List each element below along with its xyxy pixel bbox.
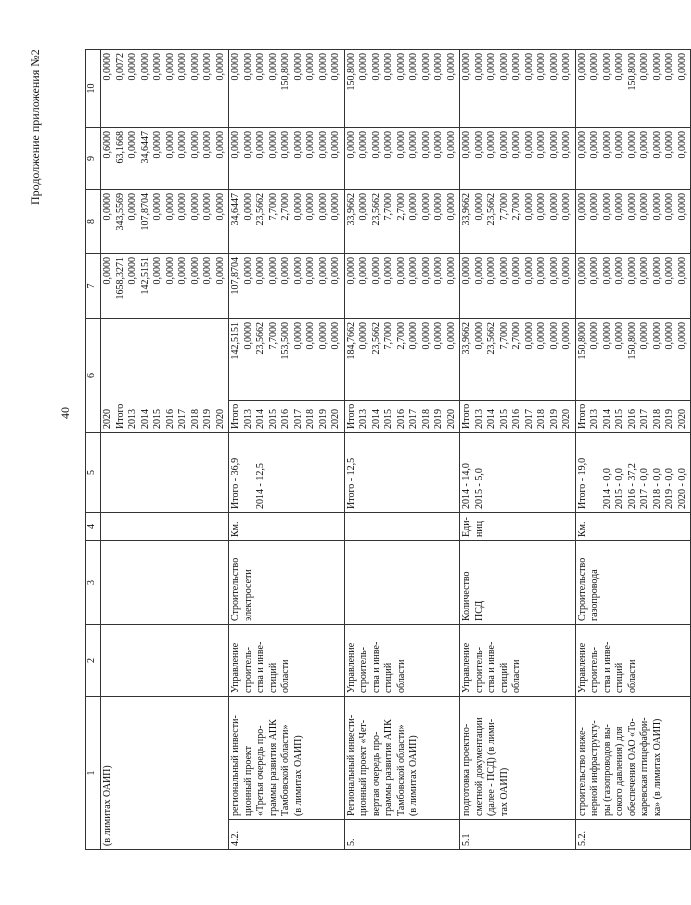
page-number: 40 [58, 407, 72, 419]
value-cell: 0,0000 0,0000 0,0000 0,0000 0,0000 0,0000 0,0000 0,0000 0,0000 [460, 254, 576, 319]
value-cell: 33,9662 0,0000 23,5662 7,7000 2,7000 0,0000 0,0000 0,0000 0,0000 [460, 319, 576, 401]
row-number: 5.2. [575, 820, 691, 850]
executor-cell: Управление строитель- ства и инве- стиций области [344, 625, 460, 697]
value-cell: 0,0000 0,0000 0,0000 0,0000 0,0000 0,0000 0,0000 0,0000 0,0000 [575, 128, 691, 190]
column-number: 10 [86, 50, 101, 128]
value-cell: 0,0000 0,0072 0,0000 0,0000 0,0000 0,0000 0,0000 0,0000 0,0000 0,0000 [101, 50, 229, 128]
value-cell: 0,6000 63,1668 0,0000 34,6447 0,0000 0,0000 0,0000 0,0000 0,0000 0,0000 [101, 128, 229, 190]
value-cell: 0,0000 1658,3271 0,0000 142,5151 0,0000 0,0000 0,0000 0,0000 0,0000 0,0000 [101, 254, 229, 319]
table-row [575, 50, 691, 850]
unit-cell: Еди- ниц [460, 513, 576, 541]
value-cell: 33,9662 0,0000 23,5662 7,7000 2,7000 0,0000 0,0000 0,0000 0,0000 [460, 190, 576, 254]
value-cell: 142,5151 0,0000 23,5662 7,7000 153,5000 0,0000 0,0000 0,0000 0,0000 [229, 319, 345, 401]
column-number: 1 [86, 697, 101, 850]
program-table [85, 49, 691, 850]
value-cell: 0,0000 0,0000 0,0000 0,0000 0,0000 0,0000 0,0000 0,0000 0,0000 [460, 128, 576, 190]
value-cell: 0,0000 0,0000 0,0000 0,0000 0,0000 0,0000 0,0000 0,0000 0,0000 [575, 190, 691, 254]
value-cell: 0,0000 0,0000 0,0000 0,0000 0,0000 0,0000 0,0000 0,0000 0,0000 [229, 128, 345, 190]
indicator-cell: Итого - 19,0 2014 - 0,0 2015 - 0,0 2016 - 37,2 2017 - 0,0 2018 - 0,0 2019 - 0,0 2020 - 0,0 [575, 433, 691, 513]
year-list: Итого 2013 2014 2015 2016 2017 2018 2019 2020 [460, 401, 576, 433]
executor-cell: Управление строитель- ства и инве- стиций области [575, 625, 691, 697]
row-name: строительство инже- нерной инфраструкту- ры (газопроводов вы- сокого давления) для обеспечения ОАО «То- каревская птицефабри- ка» (в лимитах ОАИП) [575, 697, 691, 820]
value-cell: 0,0000 0,0000 0,0000 0,0000 0,0000 0,0000 0,0000 0,0000 0,0000 [575, 254, 691, 319]
value-cell: 0,0000 0,0000 0,0000 0,0000 0,0000 0,0000 0,0000 0,0000 0,0000 [344, 254, 460, 319]
row-name: подготовка проектно- сметной документации (далее - ПСД) (в лими- тах ОАИП) [460, 697, 576, 820]
row-name: (в лимитах ОАИП) [101, 697, 229, 850]
row-number: 5.1 [460, 820, 576, 850]
value-cell: 0,0000 0,0000 0,0000 0,0000 150,8000 0,0000 0,0000 0,0000 0,0000 [575, 50, 691, 128]
year-list: Итого 2013 2014 2015 2016 2017 2018 2019 2020 [229, 401, 345, 433]
column-number: 4 [86, 513, 101, 541]
measure-cell: Количество ПСД [460, 541, 576, 625]
indicator-cell: Итого - 36,9 2014 - 12,5 [229, 433, 345, 513]
executor-cell: Управление строитель- ства и инве- стиций области [229, 625, 345, 697]
column-number: 6 [86, 319, 101, 433]
year-list: Итого 2013 2014 2015 2016 2017 2018 2019 2020 [344, 401, 460, 433]
column-number: 9 [86, 128, 101, 190]
table-row [344, 50, 460, 850]
table-row [101, 50, 229, 850]
value-cell: 0,0000 0,0000 0,0000 0,0000 0,0000 0,0000 0,0000 0,0000 0,0000 [344, 128, 460, 190]
indicator-cell: 2014 - 14,0 2015 - 5,0 [460, 433, 576, 513]
value-cell: 150,8000 0,0000 0,0000 0,0000 0,0000 0,0000 0,0000 0,0000 0,0000 [344, 50, 460, 128]
row-name: Региональный инвести- ционный проект «Чет- вертая очередь про- граммы развития АПК Тамбовской области» (в лимитах ОАИП) [344, 697, 460, 820]
unit-cell: Км. [575, 513, 691, 541]
value-cell: 0,0000 0,0000 0,0000 0,0000 150,8000 0,0000 0,0000 0,0000 0,0000 [229, 50, 345, 128]
value-cell: 184,7662 0,0000 23,5662 7,7000 2,7000 0,0000 0,0000 0,0000 0,0000 [344, 319, 460, 401]
executor-cell: Управление строитель- ства и инве- стиций области [460, 625, 576, 697]
row-number: 4.2. [229, 820, 345, 850]
column-number: 3 [86, 541, 101, 625]
value-cell: 150,8000 0,0000 0,0000 0,0000 150,8000 0,0000 0,0000 0,0000 0,0000 [575, 319, 691, 401]
unit-cell: Км. [229, 513, 345, 541]
row-number: 5. [344, 820, 460, 850]
indicator-cell: Итого - 12,5 [344, 433, 460, 513]
value-cell: 0,0000 343,5569 0,0000 107,8704 0,0000 0,0000 0,0000 0,0000 0,0000 0,0000 [101, 190, 229, 254]
table-row [460, 50, 576, 850]
column-number: 2 [86, 625, 101, 697]
column-number: 8 [86, 190, 101, 254]
table-row [229, 50, 345, 850]
value-cell: 33,9662 0,0000 23,5662 7,7000 2,7000 0,0000 0,0000 0,0000 0,0000 [344, 190, 460, 254]
column-number-row [86, 50, 101, 850]
measure-cell: Строительство газопровода [575, 541, 691, 625]
column-number: 5 [86, 433, 101, 513]
row-name: региональный инвести- ционный проект «Третья очередь про- граммы развития АПК Тамбовской области» (в лимитах ОАИП) [229, 697, 345, 820]
appendix-title: Продолжение приложения №2 [28, 49, 42, 205]
measure-cell: Строительство электросети [229, 541, 345, 625]
value-cell: 107,8704 0,0000 0,0000 0,0000 0,0000 0,0000 0,0000 0,0000 0,0000 [229, 254, 345, 319]
year-list: 2020 Итого 2013 2014 2015 2016 2017 2018 2019 2020 [101, 319, 229, 433]
column-number: 7 [86, 254, 101, 319]
value-cell: 34,6447 0,0000 23,5662 7,7000 2,7000 0,0000 0,0000 0,0000 0,0000 [229, 190, 345, 254]
unit-cell [344, 513, 460, 541]
year-list: Итого 2013 2014 2015 2016 2017 2018 2019 2020 [575, 401, 691, 433]
measure-cell [344, 541, 460, 625]
value-cell: 0,0000 0,0000 0,0000 0,0000 0,0000 0,0000 0,0000 0,0000 0,0000 [460, 50, 576, 128]
